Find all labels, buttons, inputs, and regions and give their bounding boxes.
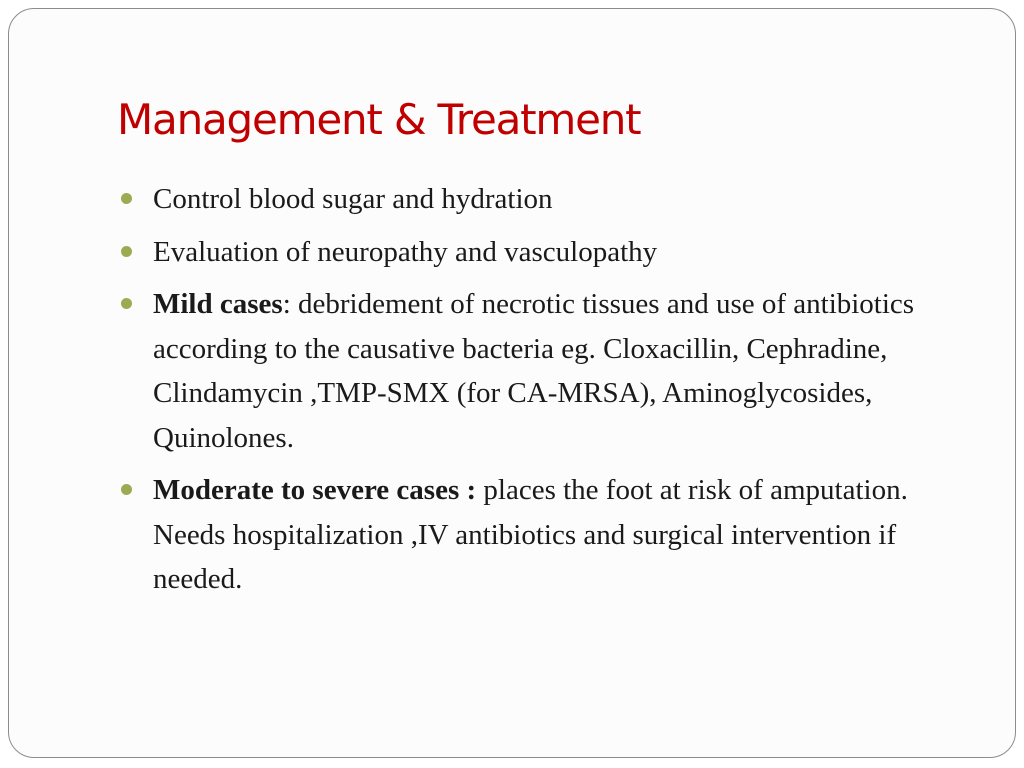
bullet-item bbox=[117, 468, 977, 602]
bullet-dot-icon bbox=[121, 246, 132, 257]
bullet-list bbox=[117, 177, 977, 610]
bullet-dot-icon bbox=[121, 484, 132, 495]
slide-title: Management & Treatment bbox=[117, 95, 641, 144]
bullet-lead: Moderate to severe cases : bbox=[153, 474, 477, 506]
slide bbox=[8, 8, 1016, 758]
bullet-item bbox=[117, 282, 977, 460]
bullet-item bbox=[117, 177, 977, 222]
bullet-text: Control blood sugar and hydration bbox=[153, 183, 553, 215]
bullet-lead: Mild cases bbox=[153, 288, 283, 320]
bullet-text: : debridement of necrotic tissues and use of antibiotics according to the causative bacteria eg. Cloxacillin, Cephradine, Clindamycin ,TMP-SMX (for CA-MRSA), Aminoglycosides, Quinolones. bbox=[153, 288, 915, 454]
bullet-dot-icon bbox=[121, 298, 132, 309]
bullet-item bbox=[117, 230, 977, 275]
bullet-dot-icon bbox=[121, 193, 132, 204]
bullet-text: places the foot at risk of amputation. Needs hospitalization ,IV antibiotics and surgical intervention if needed. bbox=[153, 474, 908, 595]
bullet-text: Evaluation of neuropathy and vasculopathy bbox=[153, 235, 658, 268]
